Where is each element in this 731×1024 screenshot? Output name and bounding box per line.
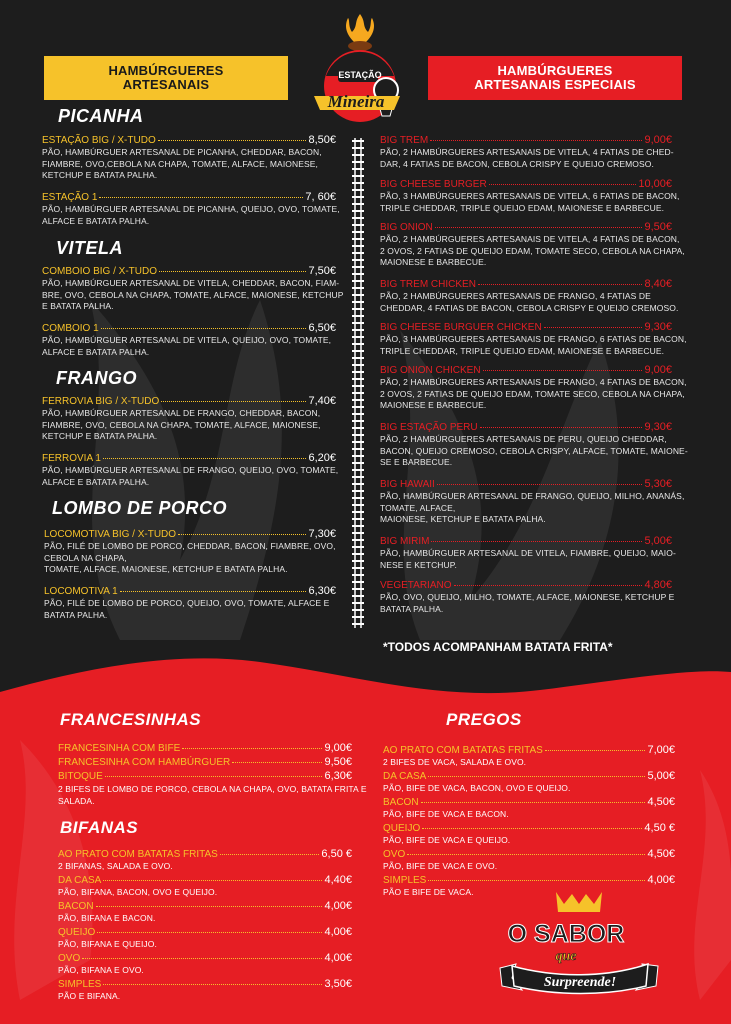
fries-note: *TODOS ACOMPANHAM BATATA FRITA*: [383, 640, 613, 654]
menu-item-comboio-1: COMBOIO 1 6,50€: [42, 322, 336, 334]
menu-item-desc: PÃO, BIFE DE VACA, BACON, OVO E QUEIJO.: [383, 783, 571, 793]
menu-item-big-hawaii: BIG HAWAII 5,30€: [380, 478, 672, 490]
railway-track-divider: [352, 138, 364, 628]
menu-item-desc: PÃO, 3 HAMBÚRGUERES ARTESANAIS DE FRANGO, 6 FATIAS DE BACON, TRIPLE CHEDDAR, TRIPLE QUEIJO EDAM, MAIONESE E BARBECUE.: [380, 334, 687, 356]
menu-item-big-mirim: BIG MIRIM 5,00€: [380, 535, 672, 547]
menu-item-desc: PÃO, HAMBÚRGUER ARTESANAL DE VITELA, QUEIJO, OVO, TOMATE, ALFACE E BATATA PALHA.: [42, 335, 332, 357]
menu-item-bifana-ovo: OVO 4,00€: [58, 952, 352, 964]
menu-item-desc: PÃO, BIFANA, BACON, OVO E QUEIJO.: [58, 887, 218, 897]
menu-item-estacao-1: ESTAÇÃO 1 7, 60€: [42, 191, 336, 203]
slogan-line-3: Surpreende!: [543, 975, 617, 990]
o-sabor-que-surpreende-badge: [496, 890, 662, 1008]
menu-item-locomotiva-1: LOCOMOTIVA 1 6,30€: [44, 585, 336, 597]
menu-item-desc: 2 BIFES DE VACA, SALADA E OVO.: [383, 757, 527, 767]
estacao-mineira-logo: [308, 12, 412, 126]
menu-item-desc: PÃO, 2 HAMBÚRGUERES ARTESANAIS DE VITELA, 4 FATIAS DE CHED- DAR, 4 FATIAS DE BACON, CEBOLA CRISPY E QUEIJO CREMOSO.: [380, 147, 674, 169]
menu-item-desc: PÃO, BIFE DE VACA E OVO.: [383, 861, 498, 871]
banner-hamburgueres-artesanais: HAMBÚRGUERES ARTESANAIS: [44, 56, 288, 100]
menu-item-big-estacao-peru: BIG ESTAÇÃO PERU 9,30€: [380, 421, 672, 433]
menu-item-bifana-bacon: BACON 4,00€: [58, 900, 352, 912]
menu-item-comboio-big: COMBOIO BIG / X-TUDO 7,50€: [42, 265, 336, 277]
menu-item-big-onion: BIG ONION 9,50€: [380, 221, 672, 233]
section-title-francesinhas: FRANCESINHAS: [60, 710, 202, 729]
menu-item-ferrovia-1: FERROVIA 1 6,20€: [42, 452, 336, 464]
logo-main-text: Mineira: [327, 92, 385, 111]
menu-item-desc: PÃO, BIFANA E OVO.: [58, 965, 144, 975]
slogan-line-1: O SABOR: [507, 920, 625, 948]
menu-item-desc: PÃO, HAMBÚRGUER ARTESANAL DE VITELA, FIAMBRE, QUEIJO, MAIO- NESE E KETCHUP.: [380, 548, 676, 570]
menu-item-bifana-da-casa: DA CASA 4,40€: [58, 874, 352, 886]
menu-item-desc: PÃO, 3 HAMBÚRGUERES ARTESANAIS DE VITELA, 6 FATIAS DE BACON, TRIPLE CHEDDAR, TRIPLE QUEIJO EDAM, MAIONESE E BARBECUE.: [380, 191, 680, 213]
slogan-line-2: que: [555, 949, 577, 964]
menu-item-big-cheese-burger: BIG CHEESE BURGER 10,00€: [380, 178, 672, 190]
menu-item-desc: PÃO E BIFANA.: [58, 991, 121, 1001]
menu-item-desc: PÃO, BIFE DE VACA E QUEIJO.: [383, 835, 511, 845]
menu-item-desc: PÃO, HAMBÚRGUER ARTESANAL DE FRANGO, QUEIJO, MILHO, ANANÁS, TOMATE, ALFACE, MAIONESE, KETCHUP E BATATA PALHA.: [380, 491, 685, 524]
section-title-frango: FRANGO: [56, 368, 137, 388]
menu-item-desc: PÃO, FILÉ DE LOMBO DE PORCO, QUEIJO, OVO, TOMATE, ALFACE E BATATA PALHA.: [44, 598, 330, 620]
menu-item-desc: 2 BIFANAS, SALADA E OVO.: [58, 861, 173, 871]
section-title-picanha: PICANHA: [58, 106, 144, 126]
menu-item-big-trem-chicken: BIG TREM CHICKEN 8,40€: [380, 278, 672, 290]
menu-item-prego-da-casa: DA CASA 5,00€: [383, 770, 675, 782]
menu-item-locomotiva-big: LOCOMOTIVA BIG / X-TUDO 7,30€: [44, 528, 336, 540]
menu-item-desc: PÃO, BIFANA E BACON.: [58, 913, 156, 923]
menu-item-bifana-queijo: QUEIJO 4,00€: [58, 926, 352, 938]
section-title-pregos: PREGOS: [446, 710, 522, 729]
menu-item-desc: 2 BIFES DE LOMBO DE PORCO, CEBOLA NA CHAPA, OVO, BATATA FRITA E SALADA.: [58, 784, 367, 806]
menu-item-francesinha-bife: FRANCESINHA COM BIFE 9,00€: [58, 742, 352, 754]
menu-item-prego-bacon: BACON 4,50€: [383, 796, 675, 808]
section-title-vitela: VITELA: [56, 238, 124, 258]
section-title-lombo-de-porco: LOMBO DE PORCO: [52, 498, 228, 518]
menu-item-desc: PÃO, OVO, QUEIJO, MILHO, TOMATE, ALFACE, MAIONESE, KETCHUP E BATATA PALHA.: [380, 592, 675, 614]
menu-item-vegetariano: VEGETARIANO 4,80€: [380, 579, 672, 591]
menu-item-prego-ovo: OVO 4,50€: [383, 848, 675, 860]
menu-item-prego-simples: SIMPLES 4,00€: [383, 874, 675, 886]
menu-item-desc: PÃO, HAMBÚRGUER ARTESANAL DE PICANHA, QUEIJO, OVO, TOMATE, ALFACE E BATATA PALHA.: [42, 204, 340, 226]
menu-item-big-onion-chicken: BIG ONION CHICKEN 9,00€: [380, 364, 672, 376]
menu-item-desc: PÃO, 2 HAMBÚRGUERES ARTESANAIS DE FRANGO, 4 FATIAS DE BACON, 2 OVOS, 2 FATIAS DE QUEIJO EDAM, TOMATE SECO, CEBOLA NA CHAPA, MAIONESE E BARBECUE.: [380, 377, 687, 410]
menu-item-estacao-big: ESTAÇÃO BIG / X-TUDO 8,50€: [42, 134, 336, 146]
section-title-bifanas: BIFANAS: [60, 818, 139, 837]
logo-top-text: ESTAÇÃO: [338, 70, 382, 80]
menu-item-ferrovia-big: FERROVIA BIG / X-TUDO 7,40€: [42, 395, 336, 407]
menu-item-desc: PÃO, HAMBÚRGUER ARTESANAL DE PICANHA, CHEDDAR, BACON, FIAMBRE, OVO,CEBOLA NA CHAPA, TOMATE, ALFACE, MAIONESE, KETCHUP E BATATA PALHA.: [42, 147, 322, 180]
menu-item-desc: PÃO E BIFE DE VACA.: [383, 887, 474, 897]
menu-item-big-cheese-burguer-chicken: BIG CHEESE BURGUER CHICKEN 9,30€: [380, 321, 672, 333]
menu-item-francesinha-hamburguer: FRANCESINHA COM HAMBÚRGUER 9,50€: [58, 756, 352, 768]
menu-item-bifana-ao-prato: AO PRATO COM BATATAS FRITAS 6,50 €: [58, 848, 352, 860]
menu-item-prego-queijo: QUEIJO 4,50 €: [383, 822, 675, 834]
menu-item-bitoque: BITOQUE 6,30€: [58, 770, 352, 782]
banner-hamburgueres-especiais: HAMBÚRGUERES ARTESANAIS ESPECIAIS: [428, 56, 682, 100]
menu-item-desc: PÃO, HAMBÚRGUER ARTESANAL DE VITELA, CHEDDAR, BACON, FIAM- BRE, OVO, CEBOLA NA CHAPA, TOMATE, ALFACE, MAIONESE, KETCHUP E BATATA PALHA.: [42, 278, 344, 311]
menu-item-desc: PÃO, BIFE DE VACA E BACON.: [383, 809, 509, 819]
menu-item-bifana-simples: SIMPLES 3,50€: [58, 978, 352, 990]
menu-item-desc: PÃO, HAMBÚRGUER ARTESANAL DE FRANGO, CHEDDAR, BACON, FIAMBRE, OVO, CEBOLA NA CHAPA, TOMATE, ALFACE, MAIONESE, KETCHUP E BATATA PALHA.: [42, 408, 321, 441]
menu-item-big-trem: BIG TREM 9,00€: [380, 134, 672, 146]
menu-item-desc: PÃO, FILÉ DE LOMBO DE PORCO, CHEDDAR, BACON, FIAMBRE, OVO, CEBOLA NA CHAPA, TOMATE, ALFACE, MAIONESE, KETCHUP E BATATA PALHA.: [44, 541, 336, 574]
menu-item-desc: PÃO, 2 HAMBÚRGUERES ARTESANAIS DE FRANGO, 4 FATIAS DE CHEDDAR, 4 FATIAS DE BACON, CEBOLA CRISPY E QUEIJO CREMOSO.: [380, 291, 679, 313]
menu-item-prego-ao-prato: AO PRATO COM BATATAS FRITAS 7,00€: [383, 744, 675, 756]
menu-item-desc: PÃO, 2 HAMBÚRGUERES ARTESANAIS DE VITELA, 4 FATIAS DE BACON, 2 OVOS, 2 FATIAS DE QUEIJO EDAM, TOMATE SECO, CEBOLA NA CHAPA, MAIONESE E BARBECUE.: [380, 234, 685, 267]
menu-item-desc: PÃO, BIFANA E QUEIJO.: [58, 939, 157, 949]
menu-item-desc: PÃO, 2 HAMBÚRGUERES ARTESANAIS DE PERU, QUEIJO CHEDDAR, BACON, QUEIJO CREMOSO, CEBOLA CRISPY, ALFACE, TOMATE, MAIONE- SE E BARBECUE.: [380, 434, 688, 467]
menu-item-desc: PÃO, HAMBÚRGUER ARTESANAL DE FRANGO, QUEIJO, OVO, TOMATE, ALFACE E BATATA PALHA.: [42, 465, 339, 487]
